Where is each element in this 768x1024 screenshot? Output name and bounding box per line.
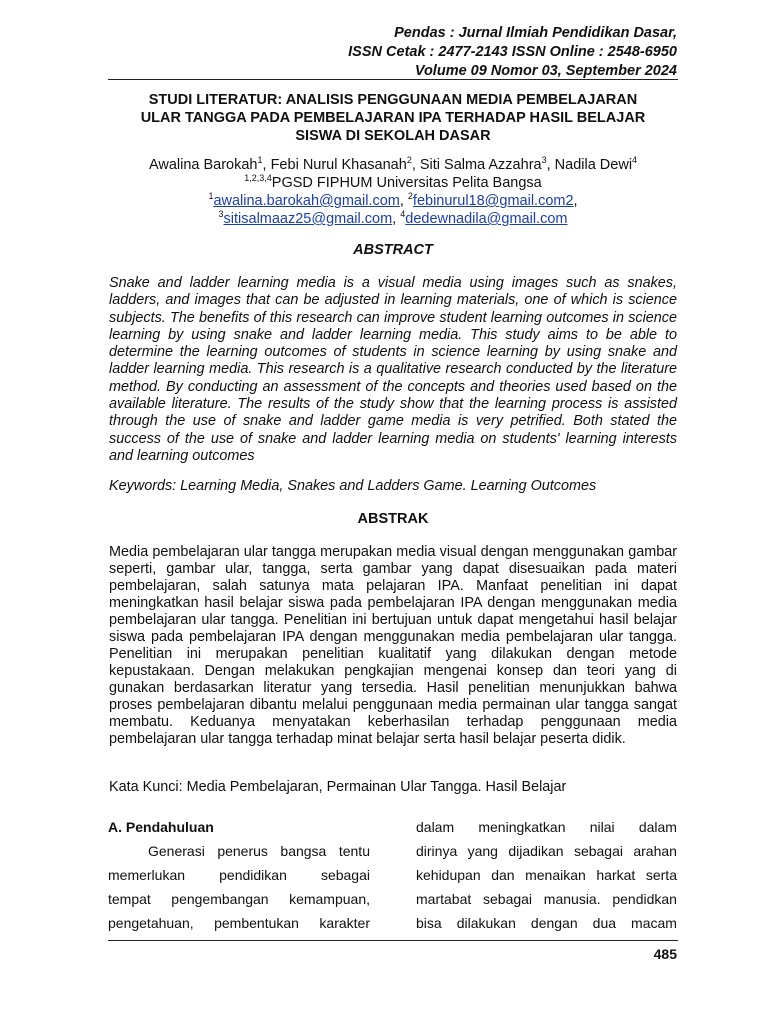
header-rule — [108, 79, 678, 80]
word: dalam — [638, 819, 677, 835]
word: macam — [631, 915, 677, 931]
text-line — [108, 863, 370, 887]
abstract-indonesian: Media pembelajaran ular tangga merupakan media visual dengan menggunakan gambar seperti, gambar ular, tangga, serta gambar yang dapat disesuaikan pada materi pembelajaran, salah satunya mata pelajaran IPA. Manfaat penelitian ini dapat meningkatkan hasil belajar siswa pada pembelajaran IPA dengan menggunakan media pembelajaran ular tangga. Penelitian ini bertujuan untuk dapat mengetahui hasil belajar siswa pada pembelajaran IPA dengan menggunakan media pembelajaran ular tangga. Penelitian ini merupakan penelitian kualitatif yang dilakukan dengan metode kepustakaan. Dengan melakukan pengkajian mengenai konsep dan teori yang di gunakan berdasarkan literatur yang tersedia. Hasil penelitian menunjukkan bahwa proses pembelajaran dibantu melalui penggunaan media permainan ular tangga sangat membatu. Keduanya menyatakan keberhasilan terhadap penggunaan media pembelajaran ular tangga terhadap minat belajar serta hasil belajar peserta didik. — [109, 544, 677, 747]
text-line — [108, 887, 370, 911]
affiliation — [108, 174, 678, 192]
journal-issn: ISSN Cetak : 2477-2143 ISSN Online : 2548-6950 — [348, 44, 677, 60]
word: serta — [645, 867, 677, 883]
author-name: Siti Salma Azzahra — [419, 157, 542, 173]
abstract-heading: ABSTRACT — [353, 242, 433, 258]
title-line: STUDI LITERATUR: ANALISIS PENGGUNAAN MEDIA PEMBELAJARAN — [148, 92, 638, 108]
author-name: Nadila Dewi — [554, 157, 633, 173]
text-line — [416, 863, 677, 887]
word: dua — [592, 915, 617, 931]
word: pendidikan — [219, 867, 287, 883]
email-line: $^1$awalina.barokah@gmail.com, $^2$febinurul18@gmail.com2, — [208, 191, 578, 209]
word: manusia. — [543, 891, 601, 907]
author-block — [108, 156, 678, 228]
word: pengembangan — [171, 891, 269, 907]
author-name: Awalina Barokah — [148, 157, 258, 173]
email-sup: 4 — [400, 209, 406, 220]
footer-rule — [108, 940, 678, 941]
author-name: Febi Nurul Khasanah — [270, 157, 407, 173]
word: karakter — [319, 915, 370, 931]
word: dengan — [530, 915, 578, 931]
keywords-indonesian: Kata Kunci: Media Pembelajaran, Permainan Ular Tangga. Hasil Belajar — [109, 779, 567, 795]
text-line — [108, 911, 370, 935]
page-number: 485 — [653, 946, 677, 962]
journal-volume: Volume 09 Nomor 03, September 2024 — [414, 63, 677, 79]
word: martabat — [416, 891, 472, 907]
section-heading: A. Pendahuluan — [108, 819, 214, 835]
text-line — [416, 815, 677, 839]
word: meningkatkan — [478, 819, 566, 835]
abstrak-heading: ABSTRAK — [357, 511, 429, 527]
title-line: ULAR TANGGA PADA PEMBELAJARAN IPA TERHADAP HASIL BELAJAR — [140, 110, 646, 126]
word: dirinya — [416, 843, 458, 859]
journal-name: Pendas : Jurnal Ilmiah Pendidikan Dasar, — [394, 25, 677, 41]
word: sebagai — [573, 843, 623, 859]
email-sup: 2 — [407, 191, 413, 202]
email-link[interactable]: awalina.barokah@gmail.com — [213, 193, 400, 209]
author-sup: 2 — [406, 155, 412, 166]
word: dijadikan — [508, 843, 564, 859]
right-column-text — [416, 815, 677, 935]
author-names: Awalina Barokah$^1$, Febi Nurul Khasanah$^2$, Siti Salma Azzahra$^3$, Nadila Dewi$^4$ — [148, 155, 638, 173]
word: yang — [467, 843, 498, 859]
word: bangsa — [280, 843, 327, 859]
word: dan — [491, 867, 515, 883]
text-line — [416, 887, 677, 911]
word: memerlukan — [108, 867, 186, 883]
email-link[interactable]: dedewnadila@gmail.com — [405, 211, 568, 227]
word: tempat — [108, 891, 151, 907]
word: kehidupan — [416, 867, 481, 883]
author-sup: 1 — [257, 155, 263, 166]
email-sup: 1 — [208, 191, 214, 202]
word: bisa — [416, 915, 442, 931]
email-link[interactable]: sitisalmaaz25@gmail.com — [223, 211, 393, 227]
word: nilai — [589, 819, 615, 835]
word: Generasi — [148, 843, 205, 859]
email-line: $^3$sitisalmaaz25@gmail.com, $^4$dedewnadila@gmail.com — [218, 209, 568, 227]
text-line — [416, 839, 677, 863]
keywords-english: Keywords: Learning Media, Snakes and Ladders Game. Learning Outcomes — [109, 478, 597, 494]
journal-header — [348, 24, 677, 81]
affiliation-sup: 1,2,3,4 — [244, 173, 272, 184]
word: penerus — [217, 843, 268, 859]
paper-title — [108, 91, 678, 145]
email-sup: 3 — [218, 209, 224, 220]
author-sup: 3 — [541, 155, 547, 166]
word: menaikan — [525, 867, 586, 883]
affiliation-text: PGSD FIPHUM Universitas Pelita Bangsa — [271, 175, 542, 191]
abstract-english: Snake and ladder learning media is a visual media using images such as snakes, ladders, and images that can be adjusted in learning materials, one of which is science subjects. The benefits of this research can improve student learning outcomes in science learning by using snake and ladder learning media. This study aims to be able to determine the learning outcomes of students in science learning by using snake and ladder learning media. This research is a qualitative research conducted by the literature method. By conducting an assessment of the concepts and theories used based on the available literature. The results of the study show that the learning process is assisted through the use of snake and ladder game media is very petrified. Both stated the success of the use of snake and ladder learning media on students' learning interests and learning outcomes — [109, 275, 677, 464]
word: dalam — [416, 819, 455, 835]
word: sebagai — [483, 891, 533, 907]
text-line — [108, 839, 370, 863]
word: dilakukan — [456, 915, 516, 931]
word: tentu — [338, 843, 370, 859]
left-column-text — [108, 839, 370, 935]
left-column — [108, 815, 370, 935]
email-link[interactable]: febinurul18@gmail.com2 — [412, 193, 574, 209]
title-line: SISWA DI SEKOLAH DASAR — [295, 128, 491, 144]
word: harkat — [596, 867, 636, 883]
word: pendidkan — [612, 891, 677, 907]
right-column — [416, 815, 677, 935]
word: arahan — [633, 843, 677, 859]
author-sup: 4 — [632, 155, 638, 166]
word: sebagai — [320, 867, 370, 883]
word: pengetahuan, — [108, 915, 194, 931]
text-line — [416, 911, 677, 935]
word: kemampuan, — [289, 891, 370, 907]
word: pembentukan — [214, 915, 299, 931]
